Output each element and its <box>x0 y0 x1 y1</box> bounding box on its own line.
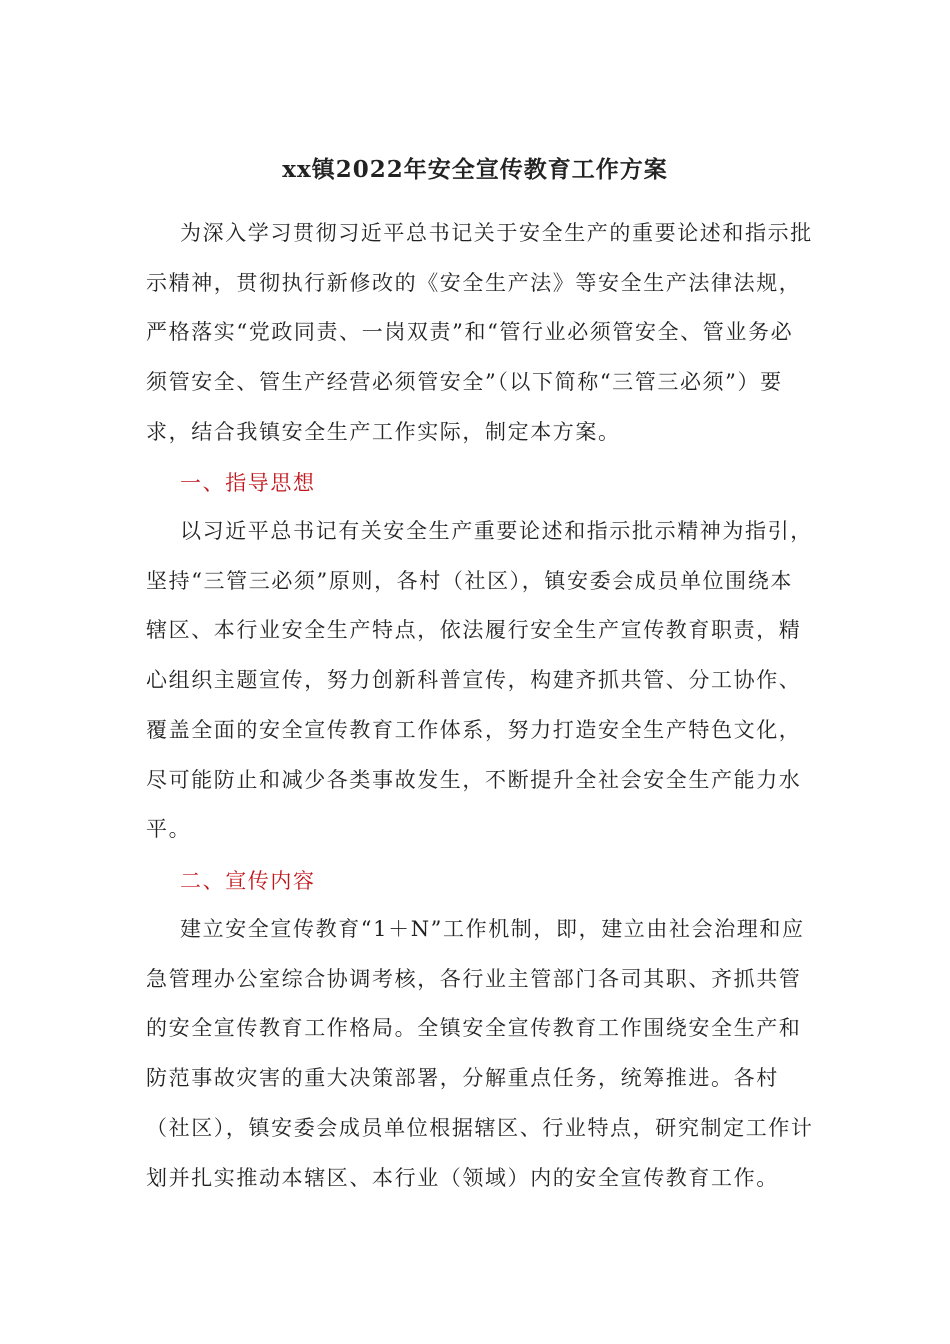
section-heading-publicity-content: 二、宣传内容 <box>180 869 316 893</box>
section-body-publicity-content: 建立安全宣传教育“1＋N”工作机制，即，建立由社会治理和应急管理办公室综合协调考核，各行业主管部门各司其职、齐抓共管的安全宣传教育工作格局。全镇安全宣传教育工作围绕安全生产和防范事故灾害的重大决策部署，分解重点任务，统筹推进。各村（社区），镇安委会成员单位根据辖区、行业特点，研究制定工作计划并扎实推动本辖区、本行业（领域）内的安全宣传教育工作。 <box>146 917 814 1190</box>
document-title: xx镇2022年安全宣传教育工作方案 <box>282 156 668 183</box>
intro-paragraph: 为深入学习贯彻习近平总书记关于安全生产的重要论述和指示批示精神，贯彻执行新修改的《安全生产法》等安全生产法律法规，严格落实“党政同责、一岗双责”和“管行业必须管安全、管业务必须管安全、管生产经营必须管安全”（以下简称“三管三必须”）要求，结合我镇安全生产工作实际，制定本方案。 <box>146 221 813 444</box>
section-heading-guiding-ideology: 一、指导思想 <box>180 471 316 495</box>
section-body-guiding-ideology: 以习近平总书记有关安全生产重要论述和指示批示精神为指引，坚持“三管三必须”原则，各村（社区），镇安委会成员单位围绕本辖区、本行业安全生产特点，依法履行安全生产宣传教育职责，精心组织主题宣传，努力创新科普宣传，构建齐抓共管、分工协作、覆盖全面的安全宣传教育工作体系，努力打造安全生产特色文化，尽可能防止和减少各类事故发生，不断提升全社会安全生产能力水平。 <box>146 519 813 842</box>
